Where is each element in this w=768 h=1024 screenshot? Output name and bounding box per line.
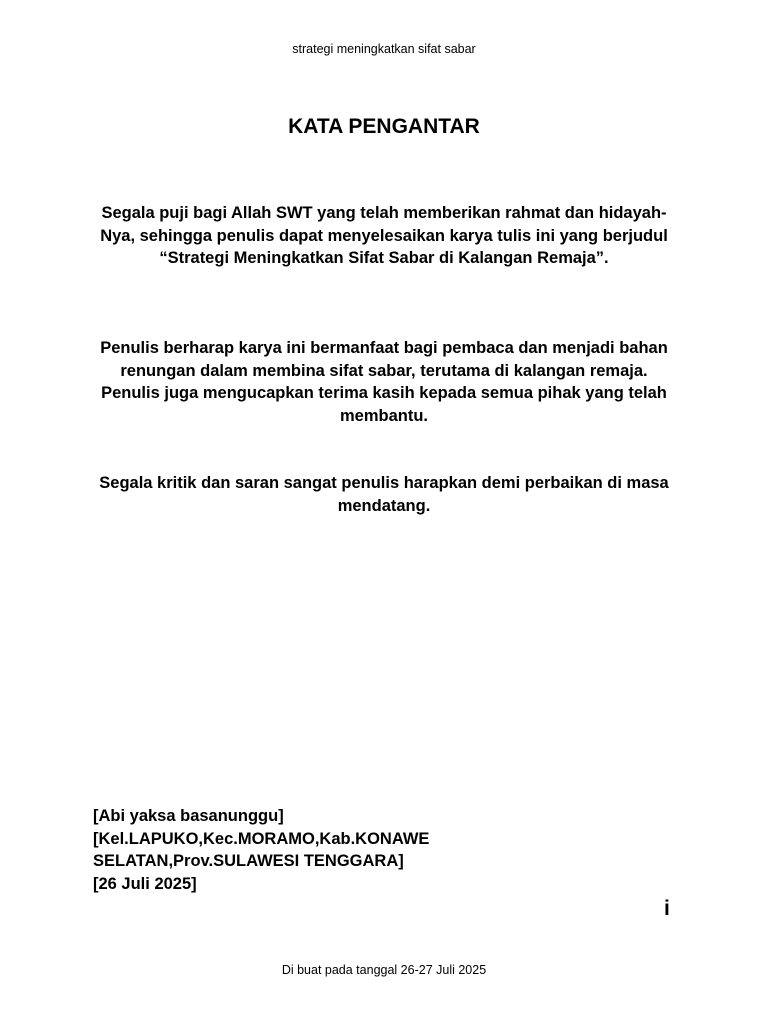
- paragraph-hope: Penulis berharap karya ini bermanfaat bagi pembaca dan menjadi bahan renungan dalam membina sifat sabar, terutama di kalangan remaja. Penulis juga mengucapkan terima kasih kepada semua pihak yang telah membantu.: [100, 339, 668, 425]
- page-header: strategi meningkatkan sifat sabar: [292, 42, 476, 56]
- signature-date: [26 Juli 2025]: [93, 874, 197, 893]
- author-name: [Abi yaksa basanunggu]: [93, 807, 284, 825]
- page-number: i: [664, 897, 670, 920]
- author-address: [Kel.LAPUKO,Kec.MORAMO,Kab.KONAWE SELATAN,Prov.SULAWESI TENGGARA]: [93, 829, 430, 870]
- paragraph-feedback: Segala kritik dan saran sangat penulis harapkan demi perbaikan di masa mendatang.: [99, 474, 669, 515]
- signature-block: [93, 805, 513, 895]
- paragraph-opening: Segala puji bagi Allah SWT yang telah memberikan rahmat dan hidayah-Nya, sehingga penulis dapat menyelesaikan karya tulis ini yang berjudul “Strategi Meningkatkan Sifat Sabar di Kalangan Remaja”.: [100, 204, 668, 267]
- page-footer: Di buat pada tanggal 26-27 Juli 2025: [281, 963, 487, 977]
- page-title: KATA PENGANTAR: [288, 115, 480, 138]
